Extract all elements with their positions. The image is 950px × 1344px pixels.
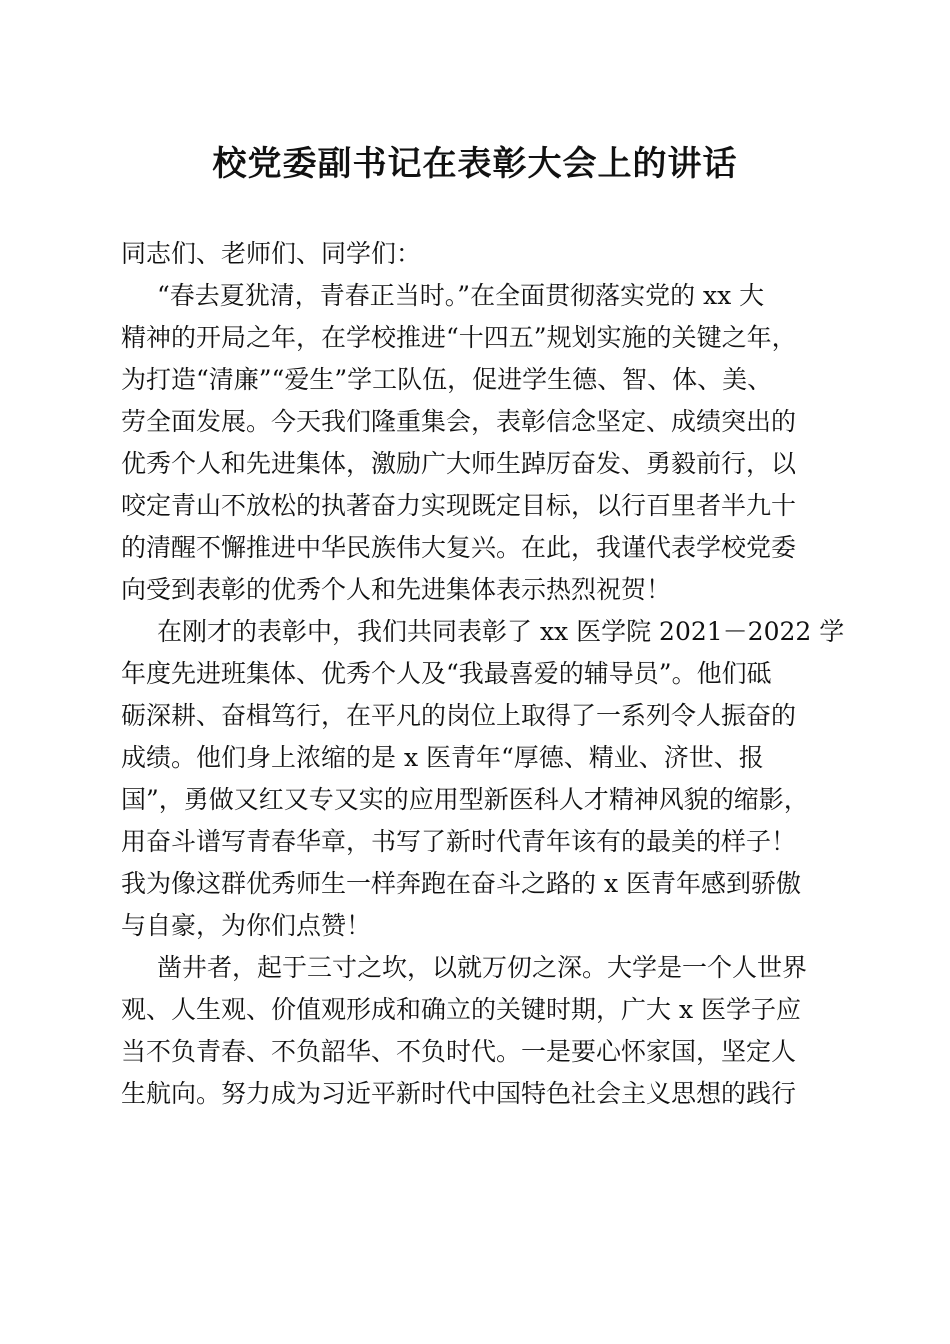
paragraph-line: 用奋斗谱写青春华章，书写了新时代青年该有的最美的样子！ (121, 827, 797, 856)
paragraph-line: 凿井者，起于三寸之坎，以就万仞之深。大学是一个人世界 (157, 953, 808, 982)
paragraph-line: 咬定青山不放松的执著奋力实现既定目标，以行百里者半九十 (121, 491, 797, 520)
paragraph-line: 砺深耕、奋楫笃行，在平凡的岗位上取得了一系列令人振奋的 (121, 701, 797, 730)
paragraph-line: 精神的开局之年，在学校推进“十四五”规划实施的关键之年， (121, 323, 797, 352)
document-body (121, 233, 845, 1115)
paragraph-line: 优秀个人和先进集体，激励广大师生踔厉奋发、勇毅前行，以 (121, 449, 797, 478)
paragraph-line: 国”，勇做又红又专又实的应用型新医科人才精神风貌的缩影， (121, 785, 809, 814)
paragraph-line: 劳全面发展。今天我们隆重集会，表彰信念坚定、成绩突出的 (121, 407, 797, 436)
paragraph-line: 为打造“清廉”“爱生”学工队伍，促进学生德、智、体、美、 (121, 365, 773, 394)
paragraph (121, 275, 841, 611)
paragraph-line: 成绩。他们身上浓缩的是 x 医青年“厚德、精业、济世、报 (121, 743, 764, 772)
paragraph-line: 的清醒不懈推进中华民族伟大复兴。在此，我谨代表学校党委 (121, 533, 797, 562)
paragraph-line: 在刚才的表彰中，我们共同表彰了 xx 医学院 2021－2022 学 (157, 617, 845, 646)
paragraph-line: 与自豪，为你们点赞！ (121, 911, 372, 940)
paragraph-line: 我为像这群优秀师生一样奔跑在奋斗之路的 x 医青年感到骄傲 (121, 869, 801, 898)
paragraph-line: “春去夏犹清，青春正当时。”在全面贯彻落实党的 xx 大 (157, 281, 765, 310)
paragraph-line: 向受到表彰的优秀个人和先进集体表示热烈祝贺！ (121, 575, 672, 604)
salutation: 同志们、老师们、同学们： (121, 239, 422, 268)
paragraph (121, 611, 845, 947)
document-title: 校党委副书记在表彰大会上的讲话 (212, 144, 738, 184)
paragraph (121, 947, 841, 1115)
paragraph-line: 生航向。努力成为习近平新时代中国特色社会主义思想的践行 (121, 1079, 797, 1108)
paragraph-line: 观、人生观、价值观形成和确立的关键时期，广大 x 医学子应 (121, 995, 801, 1024)
paragraph-line: 年度先进班集体、优秀个人及“我最喜爱的辅导员”。他们砥 (121, 659, 772, 688)
paragraph-line: 当不负青春、不负韶华、不负时代。一是要心怀家国，坚定人 (121, 1037, 797, 1066)
